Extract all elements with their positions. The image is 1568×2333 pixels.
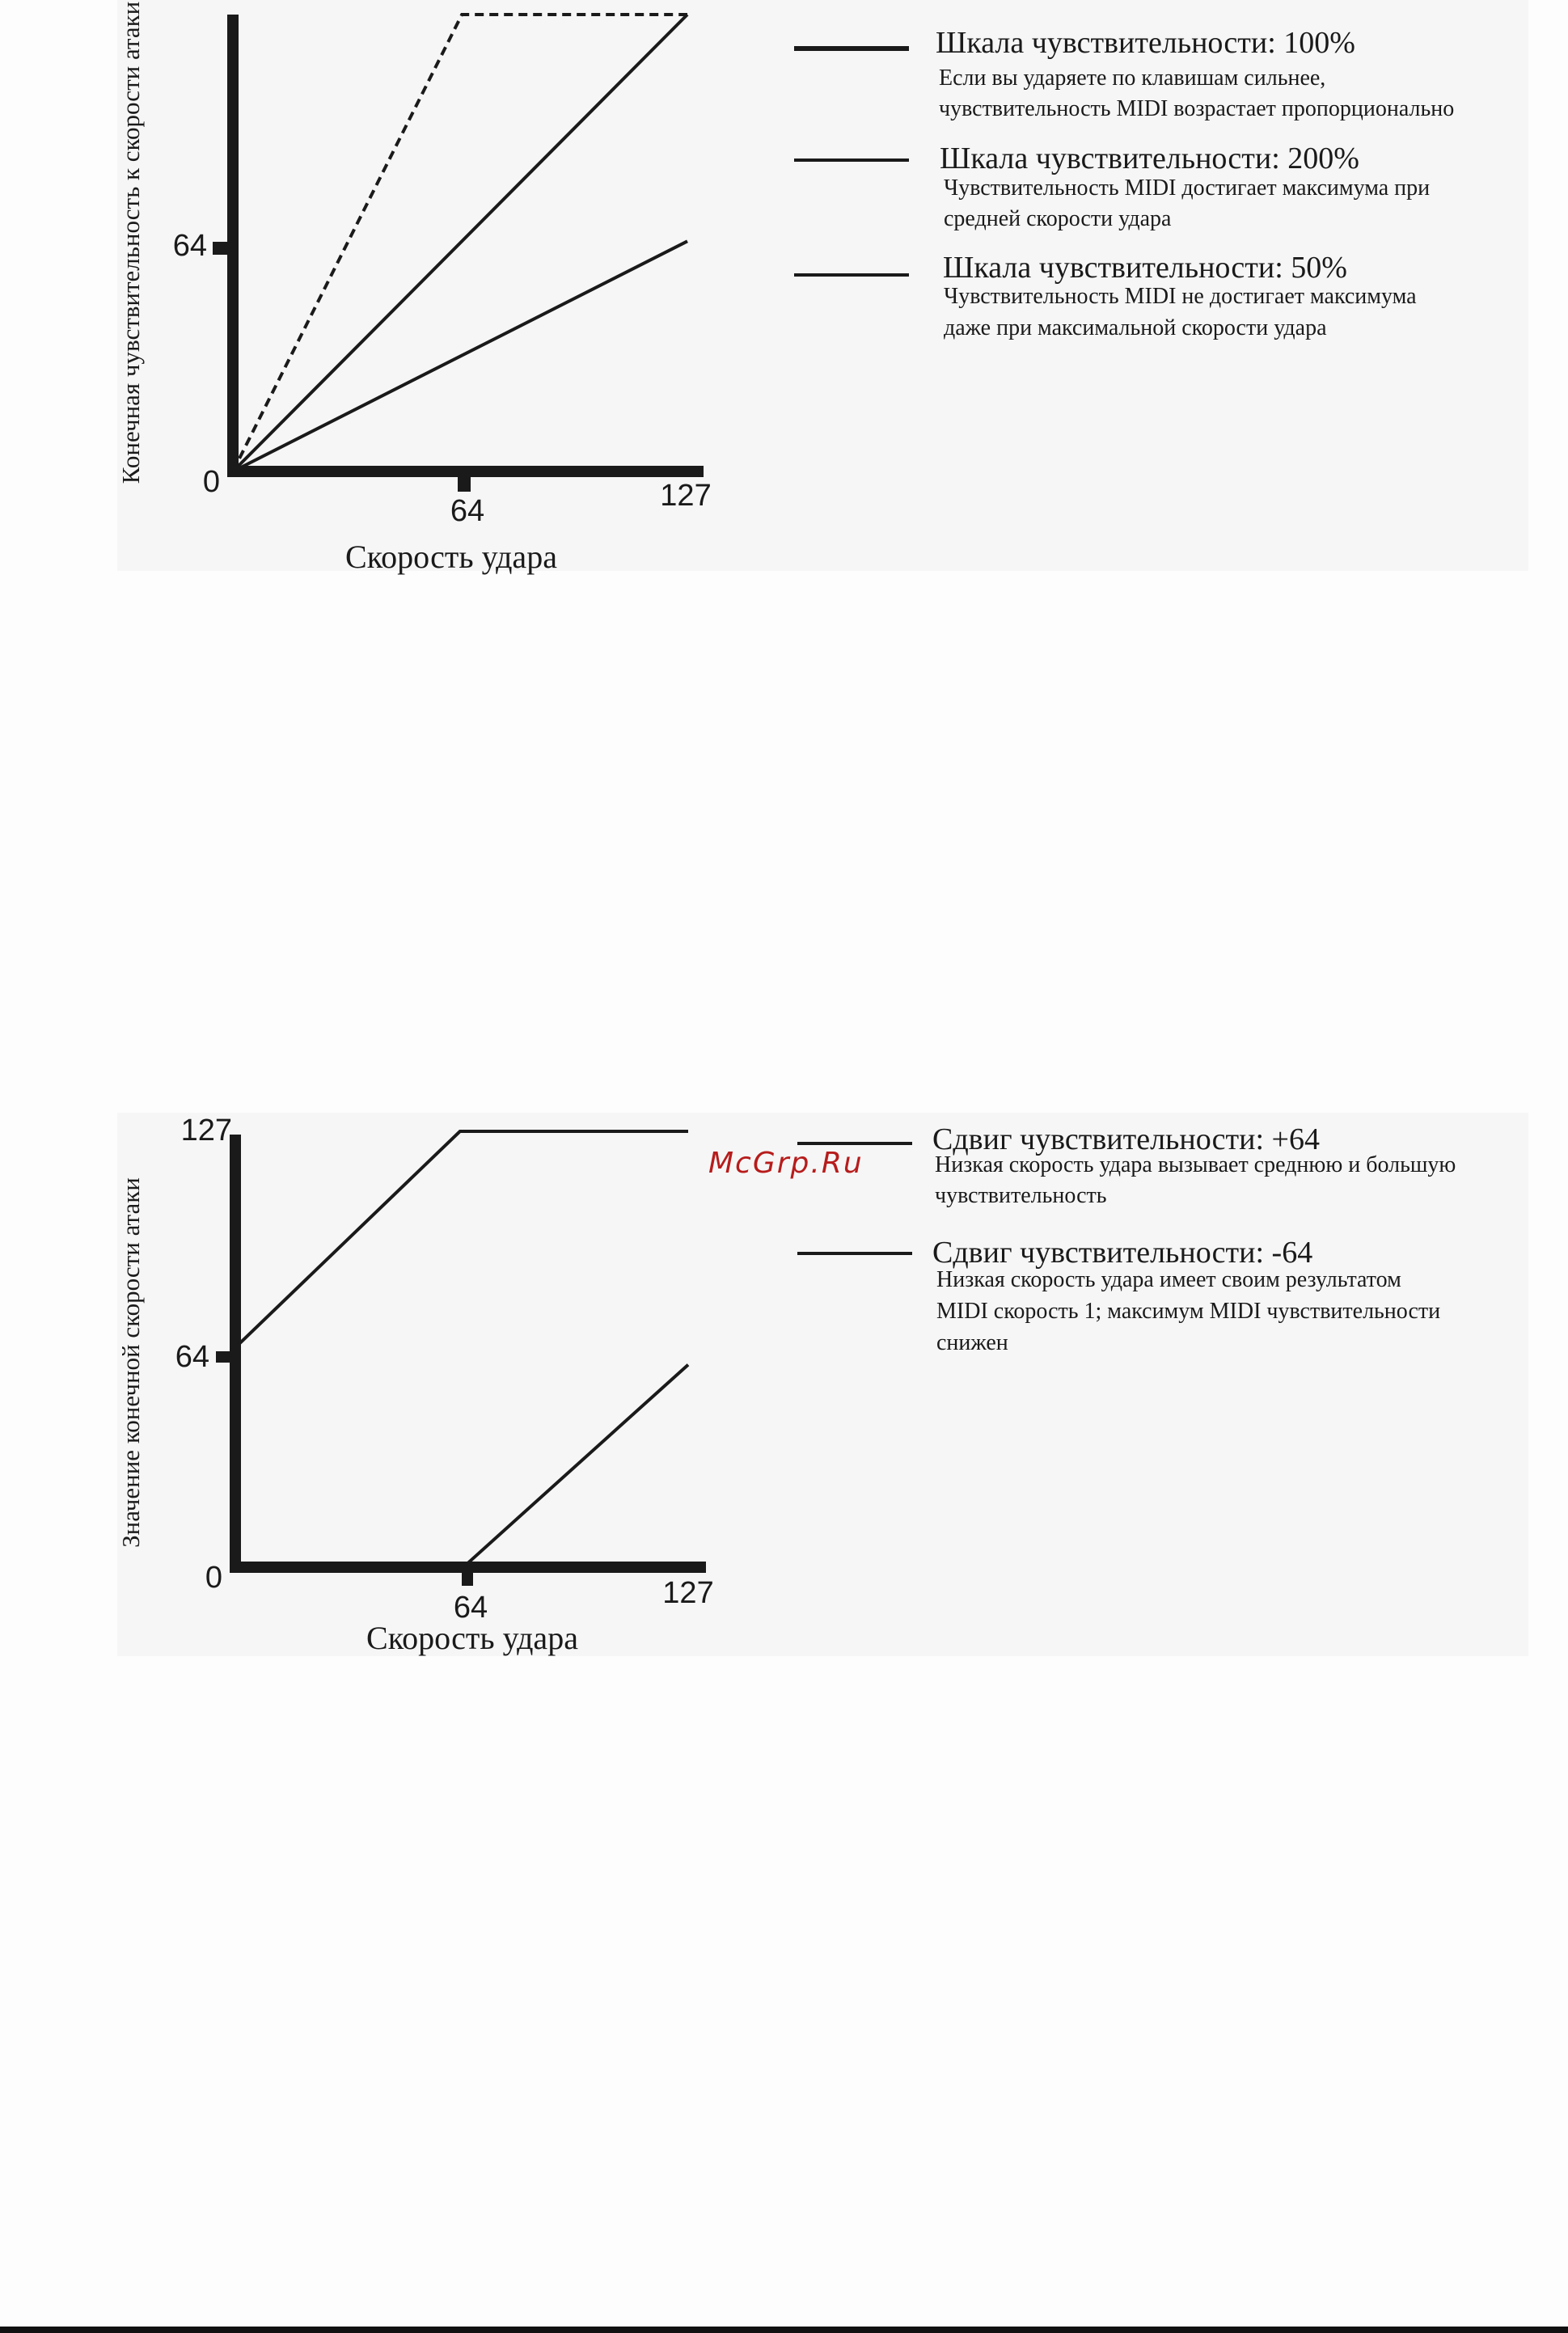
chart-1-legend-title-50: Шкала чувствительности: 50%: [943, 251, 1347, 285]
chart-1-legend-desc-50-line1: Чувствительность MIDI не достигает максимума: [944, 284, 1417, 309]
chart-2-y-tick-label-0: 0: [205, 1561, 222, 1595]
chart-2-y-tick-label-64: 64: [175, 1340, 209, 1374]
page-bottom-border: [0, 2327, 1568, 2333]
chart-1-x-tick-mark-64: [458, 477, 471, 492]
chart-1-x-tick-label-127: 127: [660, 479, 712, 513]
chart-2-y-axis-label: Значение конечной скорости атаки: [116, 1177, 145, 1548]
chart-2-x-axis-label: Скорость удара: [366, 1620, 578, 1656]
chart-1-x-tick-label-64: 64: [450, 494, 485, 528]
chart-1-legend-desc-100-line1: Если вы ударяете по клавишам сильнее,: [939, 66, 1326, 91]
chart-2-x-tick-mark-64: [462, 1573, 473, 1586]
chart-1-y-tick-label-0: 0: [202, 465, 220, 499]
chart-1-legend-desc-100-line2: чувствительность MIDI возрастает пропорционально: [939, 96, 1455, 121]
chart-1-legend-desc-200-line2: средней скорости удара: [944, 206, 1172, 231]
chart-1-legend-desc-50-line2: даже при максимальной скорости удара: [944, 315, 1327, 340]
chart-2-legend-title-plus64: Сдвиг чувствительности: +64: [932, 1122, 1320, 1156]
chart-2-legend-desc-minus64-line2: MIDI скорость 1; максимум MIDI чувствительности: [936, 1299, 1441, 1324]
chart-2-y-tick-mark-64: [216, 1351, 230, 1363]
chart-1-y-tick-label-64: 64: [172, 229, 207, 263]
chart-1-legend-title-200: Шкала чувствительности: 200%: [940, 142, 1359, 175]
chart-1-legend-title-100: Шкала чувствительности: 100%: [936, 26, 1355, 60]
chart-1-x-axis-label: Скорость удара: [345, 539, 557, 575]
chart-2-legend-desc-minus64-line3: снижен: [936, 1330, 1008, 1355]
chart-1-legend-desc-200-line1: Чувствительность MIDI достигает максимума при: [944, 175, 1431, 201]
chart-2-legend-title-minus64: Сдвиг чувствительности: -64: [932, 1236, 1313, 1270]
chart-1-y-tick-mark-64: [213, 242, 227, 255]
chart-2-legend-desc-plus64-line1: Низкая скорость удара вызывает среднюю и большую: [935, 1152, 1456, 1177]
watermark: McGrp.Ru: [708, 1147, 864, 1180]
chart-2-x-tick-label-64: 64: [453, 1591, 488, 1625]
chart-2-y-tick-label-127: 127: [180, 1114, 232, 1147]
chart-2-legend-desc-minus64-line1: Низкая скорость удара имеет своим результатом: [936, 1267, 1401, 1292]
chart-1-y-axis-label: Конечная чувствительность к скорости атаки: [116, 1, 145, 484]
chart-2-legend-desc-plus64-line2: чувствительность: [935, 1183, 1107, 1208]
chart-2-panel: [117, 1113, 1528, 1656]
chart-2-x-tick-label-127: 127: [662, 1576, 714, 1610]
